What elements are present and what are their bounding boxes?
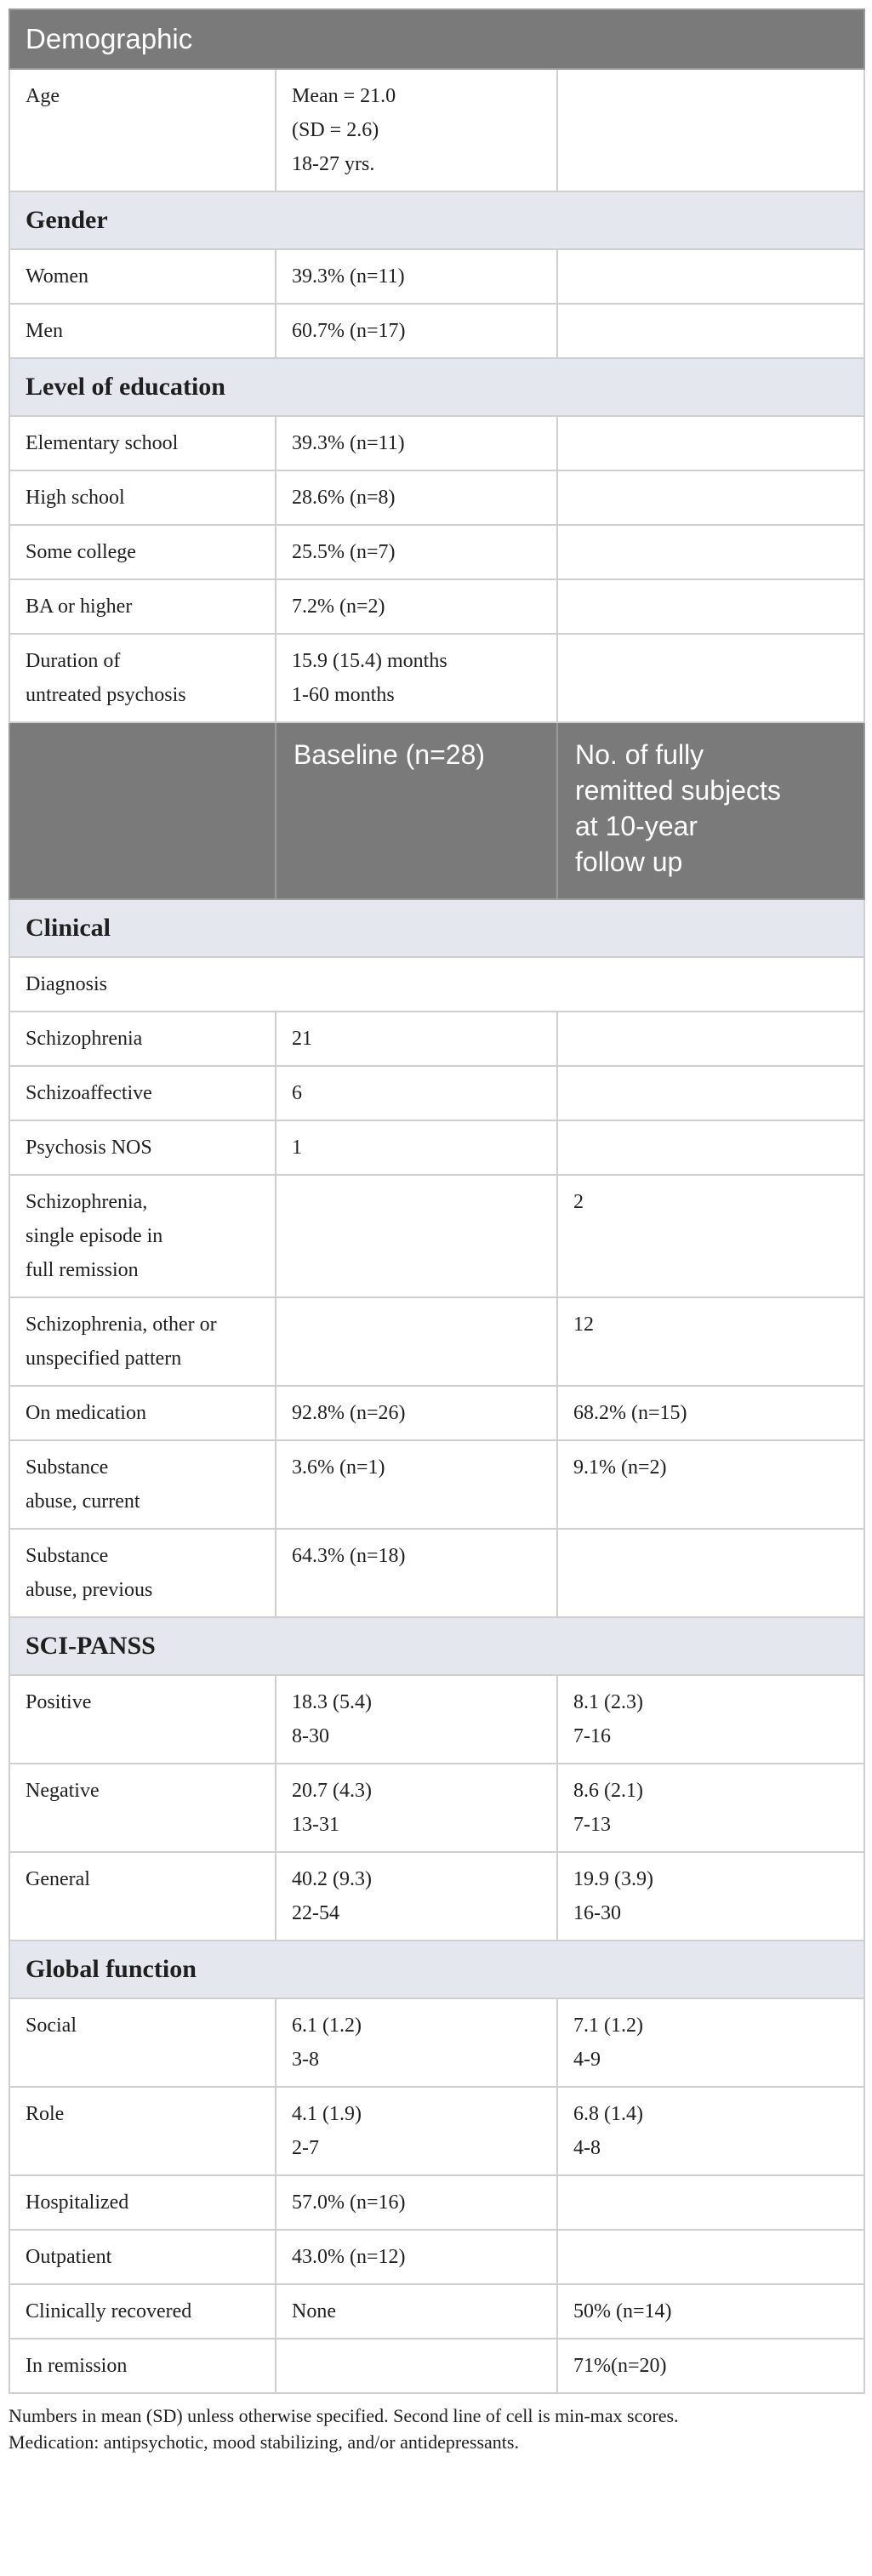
table-row (9, 416, 864, 470)
row-label-schizophrenia: Schizophrenia (9, 1012, 276, 1066)
followup-value (557, 1066, 864, 1120)
header-col1 (9, 722, 276, 899)
footnote-line: Numbers in mean (SD) unless otherwise specified. Second line of cell is min-max scores. (9, 2405, 679, 2426)
table-row (9, 2087, 864, 2175)
baseline-value: 4.1 (1.9) 2-7 (276, 2087, 557, 2175)
followup-value (557, 2175, 864, 2230)
document (9, 9, 863, 2455)
ba-or-higher-value: 7.2% (n=2) (276, 579, 557, 634)
followup-value (557, 2230, 864, 2284)
section-education: Level of education (9, 358, 864, 416)
row-label-ba-or-higher: BA or higher (9, 579, 276, 634)
men-value: 60.7% (n=17) (276, 304, 557, 358)
row-label-negative: Negative (9, 1764, 276, 1852)
empty-cell (557, 470, 864, 525)
baseline-value: 40.2 (9.3) 22-54 (276, 1852, 557, 1941)
row-label-role: Role (9, 2087, 276, 2175)
followup-value: 7.1 (1.2) 4-9 (557, 1998, 864, 2087)
table-row (9, 1012, 864, 1066)
baseline-value (276, 1297, 557, 1386)
demographics-table (9, 9, 865, 2394)
followup-value: 2 (557, 1175, 864, 1297)
row-label-some-college: Some college (9, 525, 276, 579)
followup-value: 8.6 (2.1) 7-13 (557, 1764, 864, 1852)
table-header-row (9, 9, 864, 69)
table-row (9, 1998, 864, 2087)
baseline-value: 1 (276, 1120, 557, 1175)
table-header-row (9, 722, 864, 899)
row-label-diagnosis: Diagnosis (9, 957, 864, 1012)
table-row (9, 470, 864, 525)
table-row (9, 1120, 864, 1175)
section-row (9, 1617, 864, 1675)
empty-cell (557, 416, 864, 470)
followup-value: 19.9 (3.9) 16-30 (557, 1852, 864, 1941)
empty-cell (557, 525, 864, 579)
table-row (9, 1066, 864, 1120)
row-label-women: Women (9, 249, 276, 304)
table-row (9, 1386, 864, 1440)
table-row (9, 2230, 864, 2284)
section-clinical: Clinical (9, 899, 864, 957)
section-sci-panss: SCI-PANSS (9, 1617, 864, 1675)
table-row (9, 1297, 864, 1386)
empty-cell (557, 579, 864, 634)
row-label-dup: Duration of untreated psychosis (9, 634, 276, 722)
row-label-social: Social (9, 1998, 276, 2087)
table-row (9, 1529, 864, 1617)
followup-value: 68.2% (n=15) (557, 1386, 864, 1440)
baseline-value: 92.8% (n=26) (276, 1386, 557, 1440)
row-label-outpatient: Outpatient (9, 2230, 276, 2284)
followup-value: 12 (557, 1297, 864, 1386)
section-gender: Gender (9, 191, 864, 249)
row-label-on-medication: On medication (9, 1386, 276, 1440)
baseline-value: 21 (276, 1012, 557, 1066)
row-label-elementary: Elementary school (9, 416, 276, 470)
table-row (9, 2175, 864, 2230)
table-row (9, 957, 864, 1012)
table-row (9, 1852, 864, 1941)
empty-cell (557, 304, 864, 358)
section-row (9, 1941, 864, 1998)
section-row (9, 899, 864, 957)
table-row (9, 69, 864, 191)
dup-value: 15.9 (15.4) months 1-60 months (276, 634, 557, 722)
row-label-substance-current: Substance abuse, current (9, 1440, 276, 1529)
table-row (9, 525, 864, 579)
high-school-value: 28.6% (n=8) (276, 470, 557, 525)
empty-cell (557, 249, 864, 304)
table-footnote (9, 2402, 863, 2455)
row-label-men: Men (9, 304, 276, 358)
table-row (9, 634, 864, 722)
row-label-high-school: High school (9, 470, 276, 525)
baseline-value: 18.3 (5.4) 8-30 (276, 1675, 557, 1764)
some-college-value: 25.5% (n=7) (276, 525, 557, 579)
header-followup: No. of fully remitted subjects at 10-year follow up (557, 722, 864, 899)
section-global-function: Global function (9, 1941, 864, 1998)
row-label-single-episode: Schizophrenia, single episode in full remission (9, 1175, 276, 1297)
row-label-in-remission: In remission (9, 2339, 276, 2393)
table-row (9, 1175, 864, 1297)
followup-value (557, 1120, 864, 1175)
table-row (9, 2284, 864, 2339)
followup-value: 8.1 (2.3) 7-16 (557, 1675, 864, 1764)
row-label-other-pattern: Schizophrenia, other or unspecified pattern (9, 1297, 276, 1386)
baseline-value (276, 2339, 557, 2393)
followup-value: 71%(n=20) (557, 2339, 864, 2393)
baseline-value: 6.1 (1.2) 3-8 (276, 1998, 557, 2087)
followup-value: 50% (n=14) (557, 2284, 864, 2339)
row-label-substance-previous: Substance abuse, previous (9, 1529, 276, 1617)
header-demographic: Demographic (9, 9, 864, 69)
section-row (9, 191, 864, 249)
women-value: 39.3% (n=11) (276, 249, 557, 304)
baseline-value: 57.0% (n=16) (276, 2175, 557, 2230)
table-row (9, 1440, 864, 1529)
empty-cell (557, 634, 864, 722)
baseline-value: 3.6% (n=1) (276, 1440, 557, 1529)
baseline-value: 64.3% (n=18) (276, 1529, 557, 1617)
baseline-value: 6 (276, 1066, 557, 1120)
age-value: Mean = 21.0 (SD = 2.6) 18-27 yrs. (276, 69, 557, 191)
table-row (9, 1764, 864, 1852)
baseline-value: 20.7 (4.3) 13-31 (276, 1764, 557, 1852)
followup-value (557, 1012, 864, 1066)
followup-value (557, 1529, 864, 1617)
baseline-value: None (276, 2284, 557, 2339)
empty-cell (557, 69, 864, 191)
followup-value: 9.1% (n=2) (557, 1440, 864, 1529)
table-row (9, 1675, 864, 1764)
header-baseline: Baseline (n=28) (276, 722, 557, 899)
table-row (9, 579, 864, 634)
table-row (9, 249, 864, 304)
row-label-psychosis-nos: Psychosis NOS (9, 1120, 276, 1175)
table-row (9, 2339, 864, 2393)
section-row (9, 358, 864, 416)
baseline-value (276, 1175, 557, 1297)
row-label-general: General (9, 1852, 276, 1941)
row-label-age: Age (9, 69, 276, 191)
followup-value: 6.8 (1.4) 4-8 (557, 2087, 864, 2175)
row-label-clinically-recovered: Clinically recovered (9, 2284, 276, 2339)
footnote-line: Medication: antipsychotic, mood stabilizing, and/or antidepressants. (9, 2431, 519, 2453)
table-row (9, 304, 864, 358)
elementary-value: 39.3% (n=11) (276, 416, 557, 470)
baseline-value: 43.0% (n=12) (276, 2230, 557, 2284)
row-label-hospitalized: Hospitalized (9, 2175, 276, 2230)
row-label-schizoaffective: Schizoaffective (9, 1066, 276, 1120)
row-label-positive: Positive (9, 1675, 276, 1764)
